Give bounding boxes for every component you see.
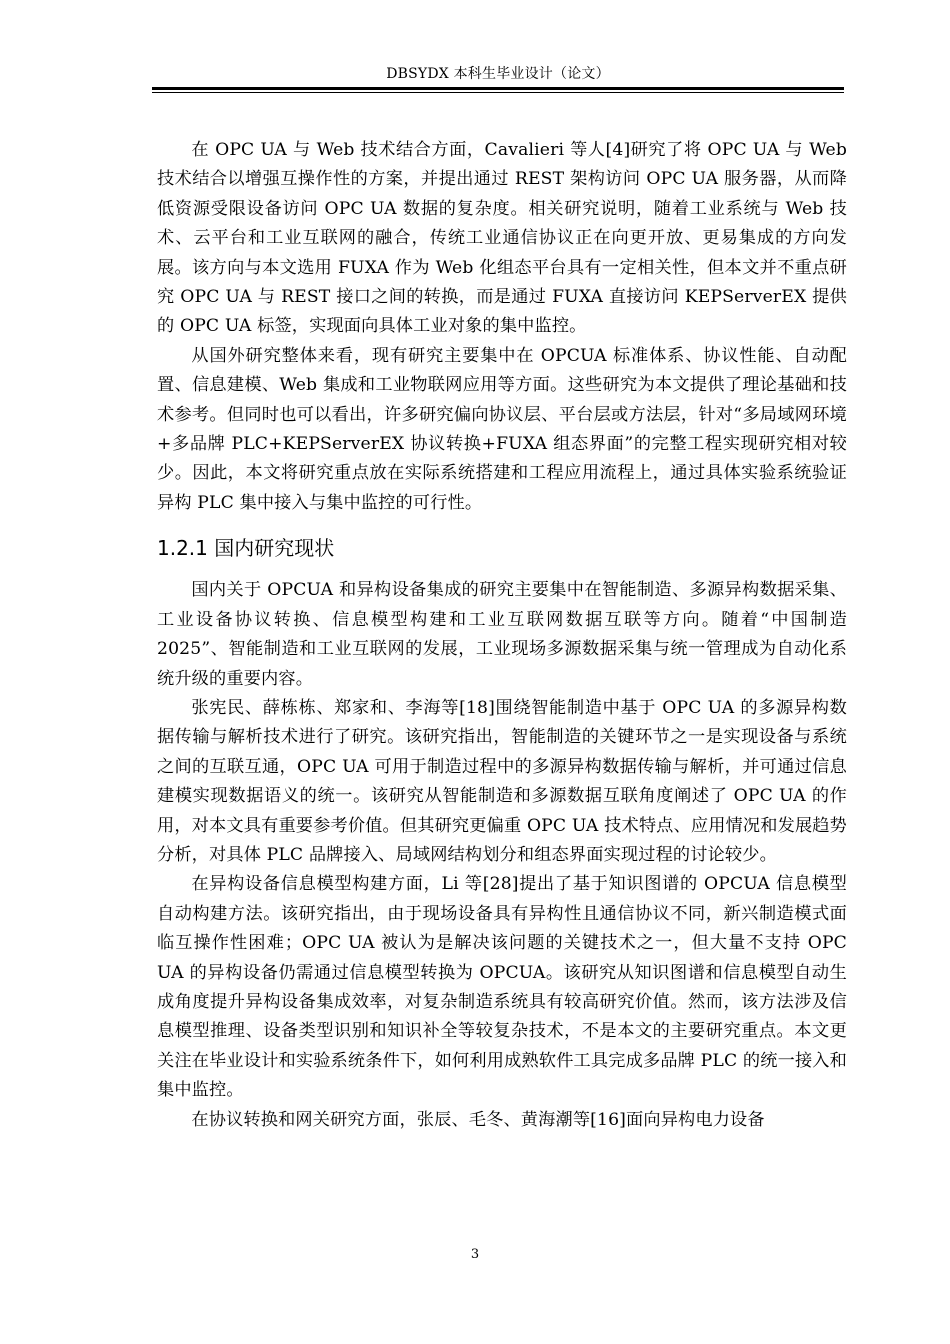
paragraph: 在异构设备信息模型构建方面，Li 等[28]提出了基于知识图谱的 OPCUA 信息模型自动构建方法。该研究指出，由于现场设备具有异构性且通信协议不同，新兴制造模式面临互操作性困难；OPC UA 被认为是解决该问题的关键技术之一，但大量不支持 OPC UA 的异构设备仍需通过信息模型转换为 OPCUA。该研究从知识图谱和信息模型自动生成角度提升异构设备集成效率，对复杂制造系统具有较高研究价值。然而，该方法涉及信息模型推理、设备类型识别和知识补全等较复杂技术，不是本文的主要研究重点。本文更关注在毕业设计和实验系统条件下，如何利用成熟软件工具完成多品牌 PLC 的统一接入和集中监控。: [157, 874, 847, 1101]
page-header: DBSYDX 本科生毕业设计（论文）: [386, 66, 610, 82]
page-body: [157, 136, 847, 1135]
paragraph: 在 OPC UA 与 Web 技术结合方面，Cavalieri 等人[4]研究了将 OPC UA 与 Web 技术结合以增强互操作性的方案，并提出通过 REST 架构访问 OPC UA 服务器，从而降低资源受限设备访问 OPC UA 数据的复杂度。相关研究说明，随着工业系统与 Web 技术、云平台和工业互联网的融合，传统工业通信协议正在向更开放、更易集成的方向发展。该方向与本文选用 FUXA 作为 Web 化组态平台具有一定相关性，但本文并不重点研究 OPC UA 与 REST 接口之间的转换，而是通过 FUXA 直接访问 KEPServerEX 提供的 OPC UA 标签，实现面向具体工业对象的集中监控。: [157, 140, 847, 337]
paragraph: 张宪民、薛栋栋、郑家和、李海等[18]围绕智能制造中基于 OPC UA 的多源异构数据传输与解析技术进行了研究。该研究指出，智能制造的关键环节之一是实现设备与系统之间的互联互通，OPC UA 可用于制造过程中的多源异构数据传输与解析，并可通过信息建模实现数据语义的统一。该研究从智能制造和多源数据互联角度阐述了 OPC UA 的作用，对本文具有重要参考价值。但其研究更偏重 OPC UA 技术特点、应用情况和发展趋势分析，对具体 PLC 品牌接入、局域网结构划分和组态界面实现过程的讨论较少。: [157, 697, 847, 865]
paragraph: 国内关于 OPCUA 和异构设备集成的研究主要集中在智能制造、多源异构数据采集、工业设备协议转换、信息模型构建和工业互联网数据互联等方向。随着“中国制造 2025”、智能制造和工业互联网的发展，工业现场多源数据采集与统一管理成为自动化系统升级的重要内容。: [157, 580, 847, 689]
header-rule-thin: [152, 92, 844, 93]
page-number: 3: [470, 1247, 480, 1262]
section-heading: 1.2.1 国内研究现状: [157, 536, 335, 561]
header-rule-thick: [152, 87, 844, 90]
paragraph: 从国外研究整体来看，现有研究主要集中在 OPCUA 标准体系、协议性能、自动配置、信息建模、Web 集成和工业物联网应用等方面。这些研究为本文提供了理论基础和技术参考。但同时也可以看出，许多研究偏向协议层、平台层或方法层，针对“多局域网环境+多品牌 PLC+KEPServerEX 协议转换+FUXA 组态界面”的完整工程实现研究相对较少。因此，本文将研究重点放在实际系统搭建和工程应用流程上，通过具体实验系统验证异构 PLC 集中接入与集中监控的可行性。: [157, 345, 847, 513]
paragraph: 在协议转换和网关研究方面，张辰、毛冬、黄海潮等[16]面向异构电力设备: [191, 1109, 765, 1130]
